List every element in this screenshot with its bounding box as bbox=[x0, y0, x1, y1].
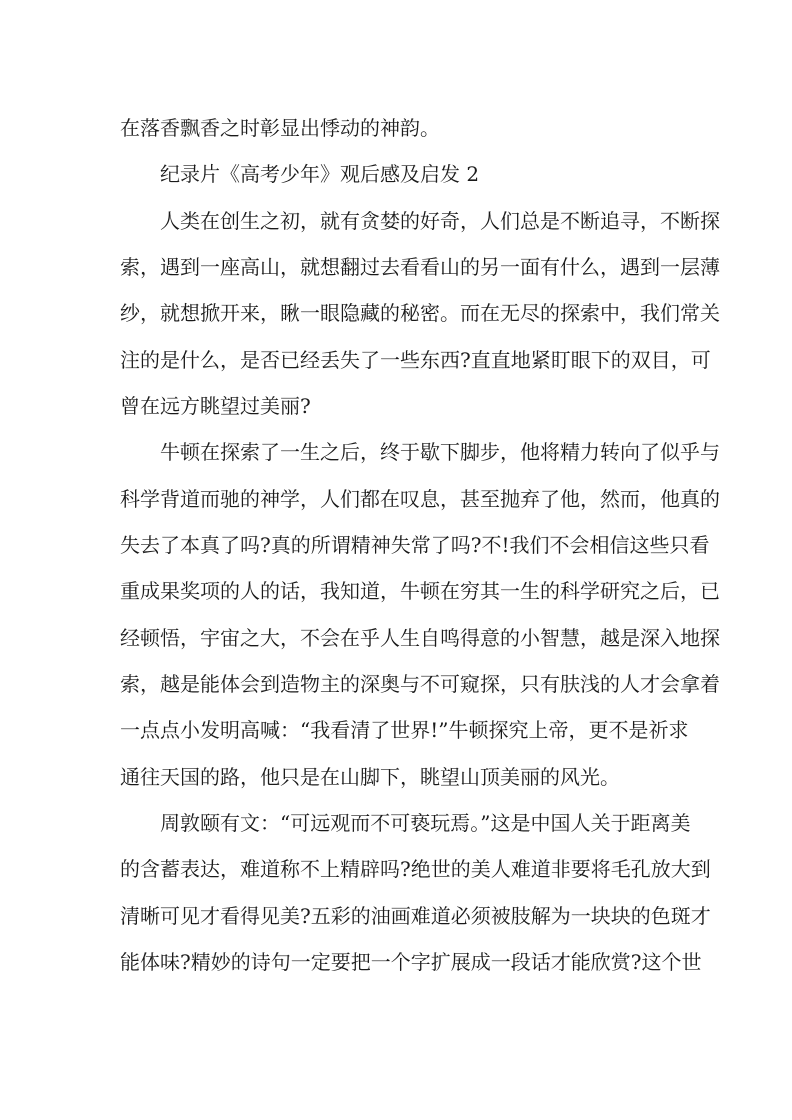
text-line: 在落香飘香之时彰显出悸动的神韵。 bbox=[120, 116, 440, 140]
text-line: 失去了本真了吗?真的所谓精神失常了吗?不!我们不会相信这些只看 bbox=[120, 533, 710, 557]
text-line: 的含蓄表达，难道称不上精辟吗?绝世的美人难道非要将毛孔放大到 bbox=[120, 857, 711, 881]
text-line: 纱，就想掀开来，瞅一眼隐藏的秘密。而在无尽的探索中，我们常关 bbox=[120, 301, 720, 325]
section-heading: 纪录片《高考少年》观后感及启发 2 bbox=[160, 162, 480, 186]
text-line: 曾在远方眺望过美丽? bbox=[120, 394, 311, 418]
text-line: 索，遇到一座高山，就想翻过去看看山的另一面有什么，遇到一层薄 bbox=[120, 255, 720, 279]
text-line: 能体味?精妙的诗句一定要把一个字扩展成一段话才能欣赏?这个世 bbox=[120, 950, 702, 974]
text-line: 通往天国的路，他只是在山脚下，眺望山顶美丽的风光。 bbox=[120, 765, 620, 789]
text-line: 科学背道而驰的神学，人们都在叹息，甚至抛弃了他，然而，他真的 bbox=[120, 487, 720, 511]
text-line: 牛顿在探索了一生之后，终于歇下脚步，他将精力转向了似乎与 bbox=[160, 440, 720, 464]
text-line: 经顿悟，宇宙之大，不会在乎人生自鸣得意的小智慧，越是深入地探 bbox=[120, 626, 720, 650]
text-line: 索，越是能体会到造物主的深奥与不可窥探，只有肤浅的人才会拿着 bbox=[120, 672, 720, 696]
text-line: 周敦颐有文：“可远观而不可亵玩焉。”这是中国人关于距离美 bbox=[160, 811, 691, 835]
text-line: 人类在创生之初，就有贪婪的好奇，人们总是不断追寻，不断探 bbox=[160, 209, 720, 233]
text-line: 一点点小发明高喊：“我看清了世界!”牛顿探究上帝，更不是祈求 bbox=[120, 718, 689, 742]
text-line: 重成果奖项的人的话，我知道，牛顿在穷其一生的科学研究之后，已 bbox=[120, 579, 720, 603]
text-line: 清晰可见才看得见美?五彩的油画难道必须被肢解为一块块的色斑才 bbox=[120, 904, 711, 928]
text-line: 注的是什么，是否已经丢失了一些东西?直直地紧盯眼下的双目，可 bbox=[120, 348, 711, 372]
